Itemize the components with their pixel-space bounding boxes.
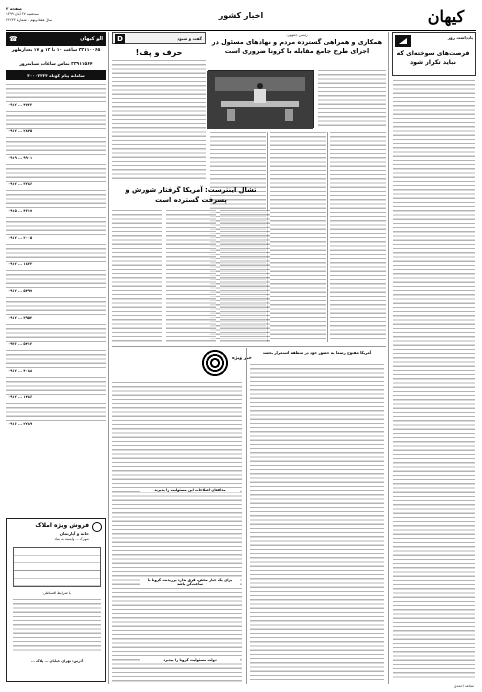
sidebar-entry-text (6, 244, 106, 263)
sidebar-entry-number: ۰۹۳۶ ... ۵۴۱۲ (8, 342, 33, 347)
editorial-tag: یادداشت روز (447, 35, 473, 40)
interview-title: حرف و پف! (135, 48, 183, 57)
page-number: صفحه ۲ (6, 6, 22, 11)
section-title: اخبار کشور (218, 11, 264, 20)
advert-box (6, 518, 106, 682)
date-line: سه‌شنبه ۲۷ آبان ۱۳۹۹ (6, 12, 39, 16)
sidebar-entries (6, 84, 106, 430)
footer-credit: مجاهد احمدی (453, 684, 474, 688)
phone-icon: ☎ (9, 35, 18, 43)
editorial-header-box (392, 32, 476, 76)
sidebar-entry-number: ۰۹۱۹ ... ۹۹۰۱ (8, 155, 33, 160)
advert-icon (92, 522, 102, 532)
advert-line-1: شهرک ... وابسته به بنیاد (54, 537, 89, 541)
sidebar-entry-text (6, 164, 106, 183)
lead-title: همکاری و همراهی گسترده مردم و نهادهای مسئول در اجرای طرح جامع مقابله با کرونا ضروری است (211, 38, 383, 55)
sidebar-entry (6, 297, 106, 322)
sidebar-entry-number: ۰۹۱۲ ... ۵۴۹۷ (8, 288, 33, 293)
column-subhead-3: مدافعان اصلاحات این مسئولیت را پذیرند (140, 488, 240, 492)
sidebar-entry-number: ۰۹۱۵ ... ۴۳۱۷ (8, 209, 33, 214)
column-divider (246, 348, 247, 684)
sidebar-sms-line: سامانه پیام کوتاه ۳۰۰۰۲۳۲۳ (27, 72, 85, 78)
col-rule-1 (327, 132, 328, 342)
sidebar-entry-text (6, 403, 106, 422)
sidebar-phone-1: ۳۳۱۱۰۰۶۵ ساعت ۱۰ تا ۱۲ و ۱۷ بعدازظهر (11, 48, 101, 53)
sidebar-phone-2: ۳۳۹۱۱۵۶۴ تماس ساعات شبانه‌روز (19, 62, 93, 67)
sidebar-entry-number: ۰۹۱۲ ... ۴۰۸۸ (8, 368, 33, 373)
sidebar (6, 32, 106, 432)
lead-kicker: رئیس جمهور: (286, 32, 308, 37)
sidebar-entry (6, 111, 106, 136)
interview-box (112, 32, 206, 182)
issue-line: سال هفتادونهم - شماره ۲۲۶۴۳ (6, 18, 53, 22)
sidebar-entry-text (6, 350, 106, 369)
logo-text: کیهان (427, 6, 465, 26)
sidebar-header (6, 32, 106, 46)
sidebar-entry-text (6, 84, 106, 103)
advert-line-2: با شرایط اقساطی (43, 591, 71, 595)
sidebar-entry-text (6, 137, 106, 156)
advert-body (13, 599, 101, 651)
sidebar-entry-text (6, 377, 106, 396)
advert-title: فروش ویژه املاک (35, 522, 89, 529)
column-top-rule (112, 346, 386, 347)
advert-footer: آدرس: تهران خیابان ... پلاک ... (30, 659, 84, 663)
interview-tag: گفت و شنود (177, 36, 202, 41)
sidebar-entry-text (6, 324, 106, 343)
column-subhead-2: برای یک جبار محض، فرق ندارد پرزیدنت کرونا یا ساعت‌کن باشد (140, 578, 240, 586)
sidebar-entry-text (6, 297, 106, 316)
lead-body-col-1 (330, 132, 386, 342)
sidebar-entry (6, 324, 106, 349)
sidebar-entry-number: ۰۹۱۲ ... ۲۸۴۵ (8, 129, 33, 134)
sidebar-entry-number: ۰۹۱۲ ... ۳۲۸۶ (8, 182, 33, 187)
sidebar-entry-number: ۰۹۱۲ ... ۱۴۸۶ (8, 395, 33, 400)
sidebar-entry (6, 217, 106, 242)
sidebar-entry-text (6, 270, 106, 289)
sidebar-divider (108, 32, 109, 684)
editorial-body (393, 80, 475, 680)
lead-story (208, 32, 386, 66)
sidebar-entry (6, 190, 106, 215)
special-news-badge (200, 348, 230, 378)
meeting-photo-image (207, 71, 313, 129)
sidebar-entry (6, 244, 106, 269)
sidebar-entry (6, 164, 106, 189)
column-subhead-1: آمریکا مفتوح رسما به حضور خود در منطقه استمرار بخشد (262, 350, 372, 355)
editorial-icon (395, 35, 411, 47)
lead-photo-side-text (318, 70, 386, 128)
sidebar-entry (6, 403, 106, 428)
sidebar-entry-text (6, 190, 106, 209)
sidebar-title: الو کیهان (80, 36, 103, 42)
interview-icon: D (115, 34, 125, 44)
advert-table (13, 547, 101, 587)
sidebar-entry-number: ۰۹۱۲ ... ۴۷۲۳ (8, 102, 33, 107)
sidebar-sms-banner (6, 70, 106, 80)
interview-header (112, 32, 206, 44)
column-subhead-4: دولت مسئولیت کرونا را بپذیرد (140, 658, 240, 662)
sidebar-entry-number: ۰۹۱۲ ... ۳۹۵۳ (8, 315, 33, 320)
editorial-divider (388, 32, 389, 684)
advert-subtitle: خانه و آپارتمان (59, 531, 89, 536)
middle-story-title: تشال اینترست: آمریکا گرفتار شورش و پسرفت گسترده است (125, 186, 257, 204)
sidebar-entry (6, 350, 106, 375)
interview-body (112, 60, 206, 180)
editorial-column (392, 32, 476, 684)
lead-body-col-2 (270, 132, 326, 342)
lead-photo (208, 70, 314, 128)
sidebar-entry-number: ۰۹۱۲ ... ۱۸۳۳ (8, 262, 33, 267)
sidebar-entry (6, 137, 106, 162)
sidebar-entry-number: ۰۹۱۶ ... ۲۲۸۹ (8, 421, 33, 426)
masthead (6, 6, 476, 28)
middle-body-col-1 (112, 210, 162, 344)
column-body-left (112, 382, 242, 682)
middle-body-col-2 (166, 210, 216, 344)
sidebar-entry (6, 270, 106, 295)
newspaper-logo (416, 6, 476, 26)
column-body-right (250, 364, 384, 682)
editorial-title: فرصت‌های سوخته‌ای که نباید تکرار شود (396, 50, 470, 66)
middle-body-col-3 (220, 210, 270, 344)
sidebar-entry (6, 377, 106, 402)
special-news-tag: خبر ویژه (232, 356, 252, 361)
masthead-rule (6, 30, 476, 31)
sidebar-entry-text (6, 217, 106, 236)
sidebar-entry-number: ۰۹۱۲ ... ۲۰۰۵ (8, 235, 33, 240)
sidebar-entry-text (6, 111, 106, 130)
sidebar-entry (6, 84, 106, 109)
